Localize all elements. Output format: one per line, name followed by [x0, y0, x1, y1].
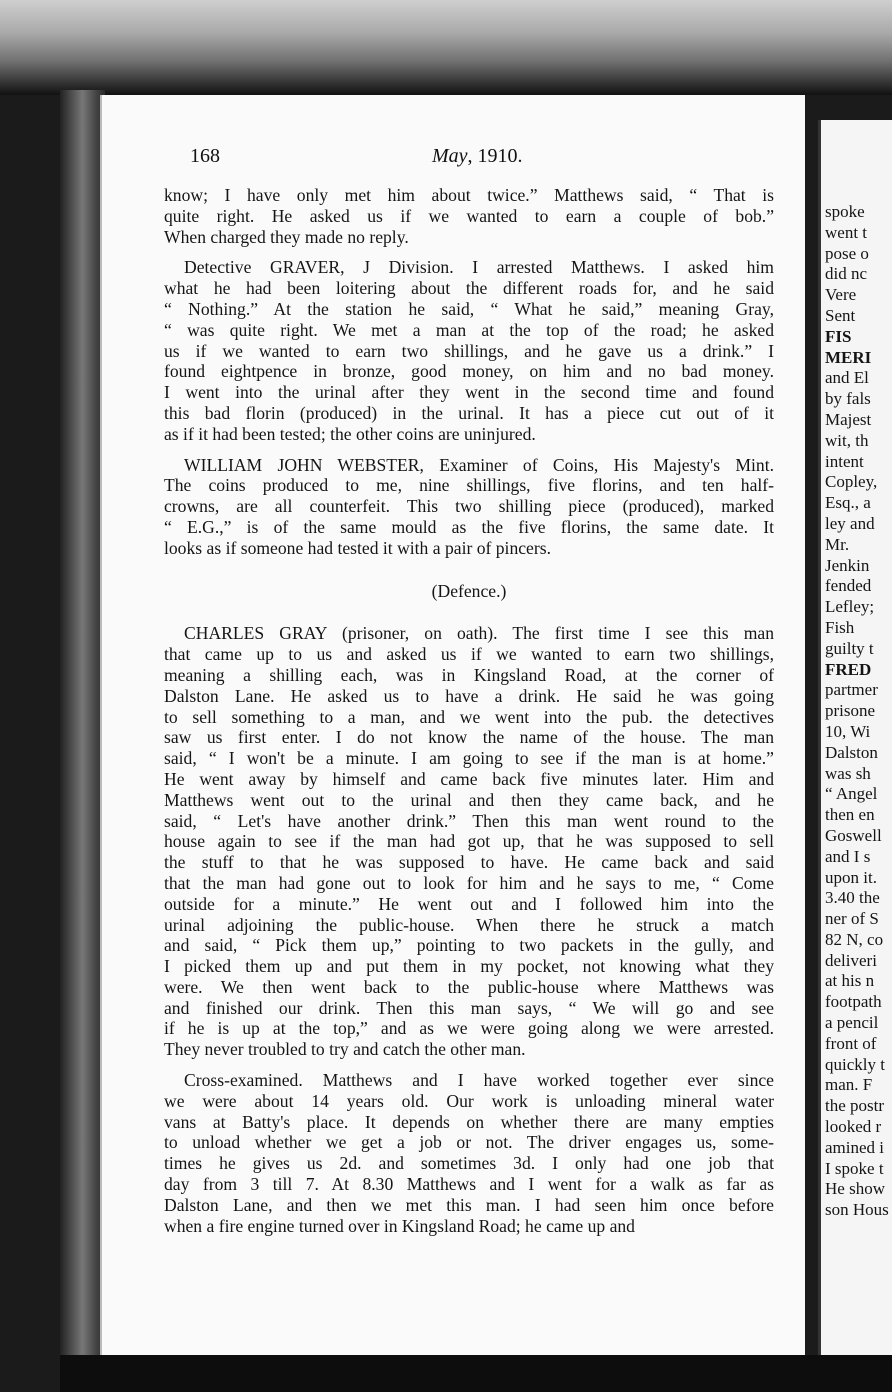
- edge-text-line: ley and: [825, 513, 875, 533]
- text-line: “ Nothing.” At the station he said, “ What he said,” meaning Gray,: [164, 298, 774, 319]
- edge-text-line: by fals: [825, 389, 871, 409]
- text-line: day from 3 till 7. At 8.30 Matthews and I went for a walk as far as: [164, 1174, 774, 1195]
- text-line: that came up to us and asked us if we wanted to earn two shillings,: [164, 644, 774, 665]
- text-line: to unload whether we get a job or not. The driver engages us, some-: [164, 1132, 774, 1153]
- text-line: “ was quite right. We met a man at the top of the road; he asked: [164, 319, 774, 340]
- text-line: know; I have only met him about twice.” Matthews said, “ That is: [164, 185, 774, 205]
- edge-text-line: FIS: [825, 326, 852, 346]
- text-line: Matthews went out to the urinal and then they came back, and he: [164, 789, 774, 810]
- edge-text-line: spoke: [825, 202, 865, 221]
- edge-text-line: deliveri: [825, 950, 877, 970]
- edge-text-line: “ Angel: [825, 784, 878, 804]
- edge-text-line: Lefley;: [825, 597, 875, 617]
- text-line: vans at Batty's place. It depends on whether there are many empties: [164, 1111, 774, 1132]
- edge-text-line: 3.40 the: [825, 888, 880, 908]
- edge-text-line: the postr: [825, 1096, 885, 1116]
- edge-text-line: at his n: [825, 971, 875, 991]
- page-number: 168: [190, 145, 220, 167]
- text-line: saw us first enter. I do not know the name of the house. The man: [164, 727, 774, 748]
- text-line: we were about 14 years old. Our work is unloading mineral water: [164, 1090, 774, 1111]
- edge-text-line: and El: [825, 368, 869, 388]
- edge-text-line: Fish: [825, 617, 855, 637]
- text-line: us if we wanted to earn two shillings, and he gave us a drink.” I: [164, 340, 774, 361]
- text-line: house again to see if the man had got up, that he was supposed to sell: [164, 831, 774, 852]
- text-line: found eightpence in bronze, good money, on him and no bad money.: [164, 361, 774, 382]
- text-line: WILLIAM JOHN WEBSTER, Examiner of Coins, His Majesty's Mint.: [184, 454, 774, 475]
- right-page-text: [821, 120, 892, 1221]
- edge-text-line: He show: [825, 1179, 885, 1199]
- edge-text-line: intent: [825, 451, 864, 471]
- edge-text-line: Dalston: [825, 742, 878, 762]
- text-line: The coins produced to me, nine shillings, five florins, and ten half-: [164, 475, 774, 496]
- text-line: if he is up at the top,” and as we were going along we were arrested.: [164, 1018, 774, 1039]
- edge-text-line: wit, th: [825, 430, 869, 450]
- page-body: [164, 185, 774, 1236]
- edge-text-line: 82 N, co: [825, 929, 884, 949]
- edge-text-line: MERI: [825, 347, 872, 367]
- edge-text-line: looked r: [825, 1117, 882, 1137]
- text-line: when a fire engine turned over in Kingsland Road; he came up and: [164, 1215, 635, 1236]
- text-line: that the man had gone out to look for him and he says to me, “ Come: [164, 872, 774, 893]
- edge-text-line: did nc: [825, 264, 868, 284]
- edge-text-line: guilty t: [825, 638, 874, 658]
- text-line: I went into the urinal after they went in the second time and found: [164, 382, 774, 403]
- text-line: I picked them up and put them in my pocket, not knowing what they: [164, 956, 774, 977]
- edge-text-line: Sent: [825, 305, 856, 325]
- scan-background: [0, 0, 892, 95]
- header-year: , 1910.: [467, 145, 523, 167]
- edge-text-line: Majest: [825, 409, 872, 429]
- edge-text-line: quickly t: [825, 1054, 885, 1074]
- text-line: Cross-examined. Matthews and I have worked together ever since: [184, 1070, 774, 1091]
- running-header: [190, 145, 750, 175]
- edge-text-line: amined i: [825, 1137, 885, 1157]
- edge-text-line: I spoke t: [825, 1158, 884, 1178]
- edge-text-line: man. F: [825, 1075, 873, 1095]
- edge-text-line: Jenkin: [825, 555, 870, 575]
- edge-text-line: went t: [825, 222, 868, 242]
- text-line: times he gives us 2d. and sometimes 3d. I only had one job that: [164, 1153, 774, 1174]
- scan-bottom: [60, 1355, 892, 1392]
- text-line: to sell something to a man, and we went into the pub. the detectives: [164, 706, 774, 727]
- text-line: were. We then went back to the public-house where Matthews was: [164, 976, 774, 997]
- book-spine: [60, 90, 105, 1355]
- text-line: Dalston Lane. He asked us to have a drink. He said he was going: [164, 685, 774, 706]
- text-line: as if it had been tested; the other coins are uninjured.: [164, 423, 536, 444]
- text-line: this bad florin (produced) in the urinal. It has a piece cut out of it: [164, 402, 774, 423]
- text-line: [164, 445, 774, 455]
- edge-text-line: son Hous: [825, 1200, 889, 1220]
- text-line: Detective GRAVER, J Division. I arrested Matthews. I asked him: [184, 257, 774, 278]
- right-page-edge: [818, 120, 892, 1360]
- edge-text-line: upon it.: [825, 867, 877, 887]
- text-line: and said, “ Pick them up,” pointing to two packets in the gully, and: [164, 935, 774, 956]
- text-line: what he had been loitering about the different roads for, and he said: [164, 278, 774, 299]
- text-line: crowns, are all counterfeit. This two shilling piece (produced), marked: [164, 496, 774, 517]
- text-line: “ E.G.,” is of the same mould as the five florins, the same date. It: [164, 516, 774, 537]
- text-line: meaning a shilling each, was in Kingsland Road, at the corner of: [164, 664, 774, 685]
- testimony-prosecution: [164, 185, 774, 559]
- edge-text-line: Vere: [825, 285, 857, 305]
- edge-text-line: ner of S: [825, 909, 879, 929]
- text-line: quite right. He asked us if we wanted to earn a couple of bob.”: [164, 205, 774, 226]
- text-line: CHARLES GRAY (prisoner, on oath). The first time I see this man: [184, 623, 774, 644]
- header-month: May: [432, 145, 468, 167]
- edge-text-line: Esq., a: [825, 493, 871, 513]
- text-line: the stuff to that he was supposed to have. He came back and said: [164, 852, 774, 873]
- text-line: Dalston Lane, and then we met this man. I had seen him once before: [164, 1194, 774, 1215]
- edge-text-line: a pencil: [825, 1013, 879, 1033]
- text-line: and finished our drink. Then this man says, “ We will go and see: [164, 997, 774, 1018]
- edge-text-line: front of: [825, 1033, 877, 1053]
- text-line: said, “ Let's have another drink.” Then this man went round to the: [164, 810, 774, 831]
- edge-text-line: Mr.: [825, 534, 850, 554]
- edge-text-line: pose o: [825, 243, 869, 263]
- edge-text-line: partmer: [825, 680, 878, 700]
- edge-text-line: prisone: [825, 701, 876, 721]
- text-line: outside for a minute.” He went out and I followed him into the: [164, 893, 774, 914]
- page-date: [432, 145, 523, 168]
- text-line: looks as if someone had tested it with a pair of pincers.: [164, 537, 551, 558]
- text-line: When charged they made no reply.: [164, 226, 409, 247]
- edge-text-line: was sh: [825, 763, 871, 783]
- edge-text-line: then en: [825, 805, 875, 825]
- testimony-defence: [164, 623, 774, 1236]
- edge-text-line: Copley,: [825, 472, 878, 492]
- edge-text-line: footpath: [825, 992, 882, 1012]
- text-line: said, “ I won't be a minute. I am going to see if the man is at home.”: [164, 748, 774, 769]
- text-line: urinal adjoining the public-house. When there he struck a match: [164, 914, 774, 935]
- section-heading: (Defence.): [431, 580, 507, 601]
- edge-text-line: and I s: [825, 846, 871, 866]
- edge-text-line: FRED: [825, 659, 872, 679]
- text-line: He went away by himself and came back five minutes later. Him and: [164, 768, 774, 789]
- text-line: [164, 1060, 774, 1070]
- text-line: They never troubled to try and catch the other man.: [164, 1039, 526, 1060]
- text-line: [164, 247, 774, 257]
- edge-text-line: fended: [825, 576, 872, 596]
- edge-text-line: 10, Wi: [825, 721, 871, 741]
- edge-text-line: Goswell: [825, 825, 882, 845]
- left-page: [100, 95, 805, 1357]
